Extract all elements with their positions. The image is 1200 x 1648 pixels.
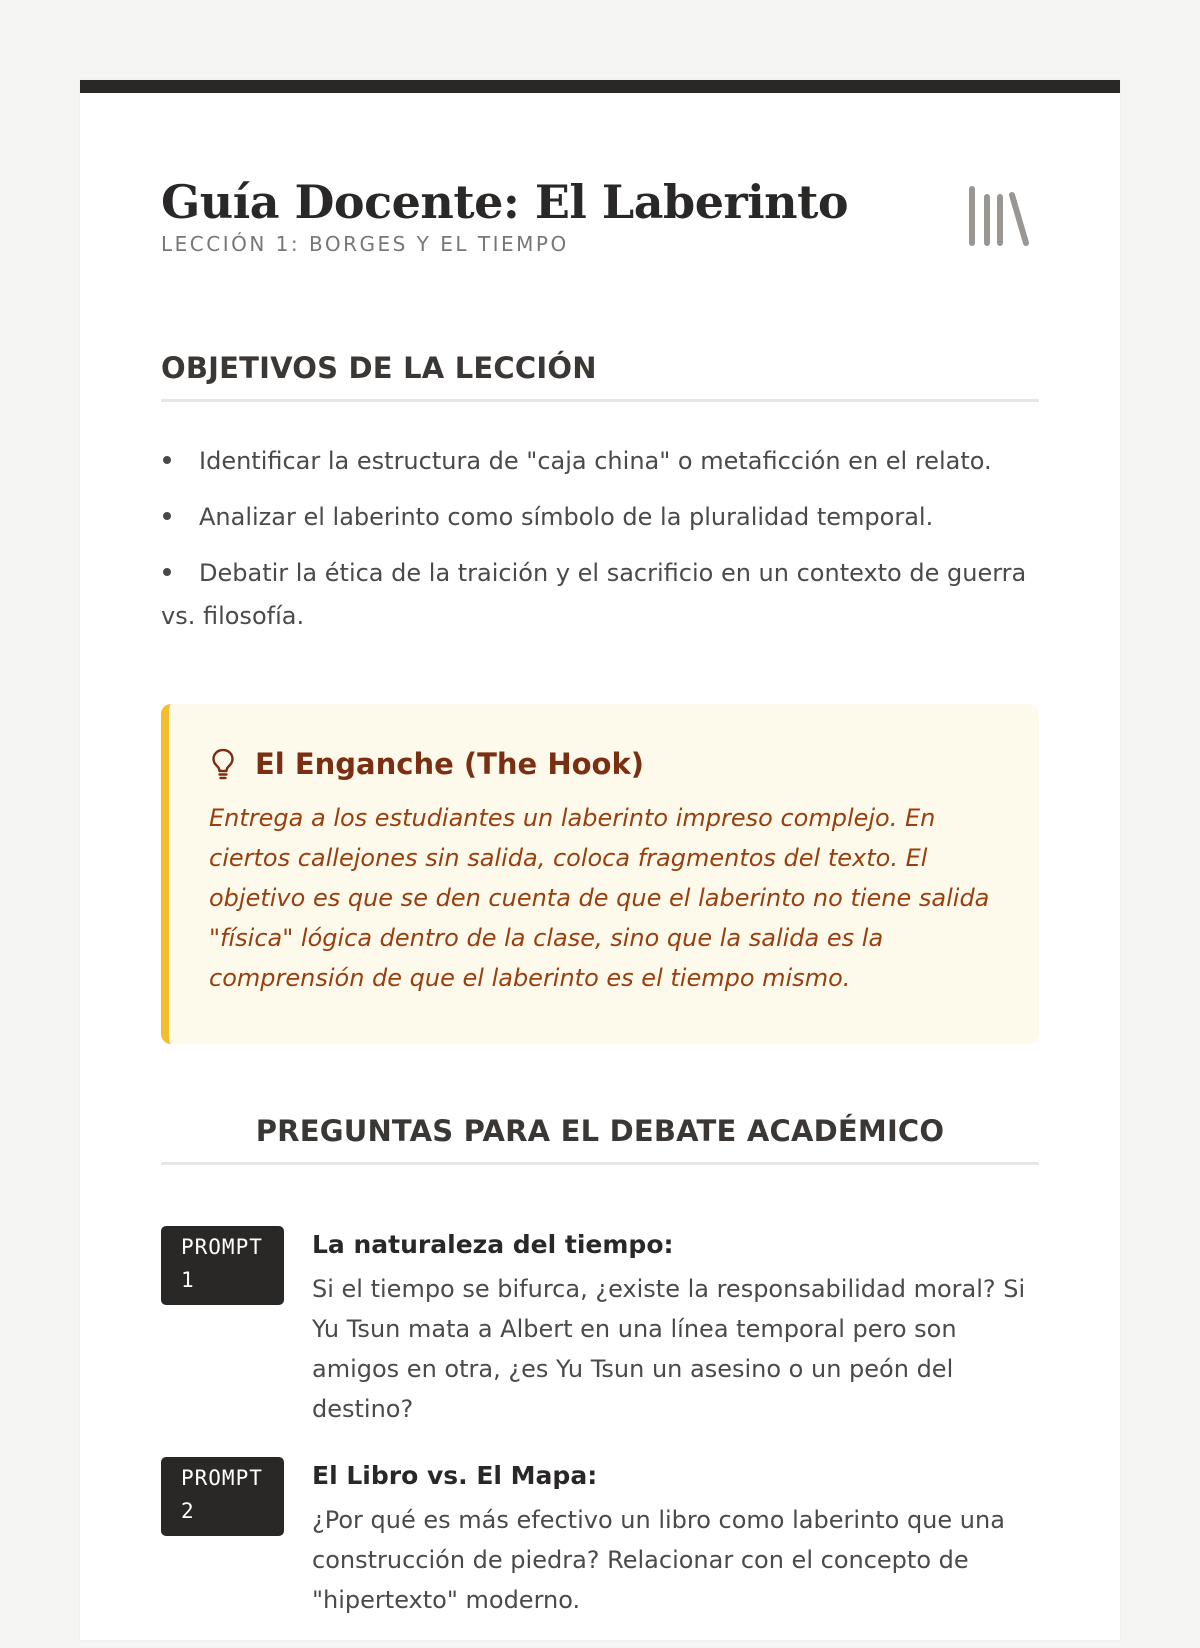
objective-text: Analizar el laberinto como símbolo de la pluralidad temporal. bbox=[199, 503, 934, 531]
bullet-icon bbox=[163, 568, 171, 576]
bullet-icon bbox=[163, 456, 171, 464]
prompt-body bbox=[312, 1226, 1039, 1429]
prompts-list bbox=[161, 1226, 1039, 1648]
debate-heading: PREGUNTAS PARA EL DEBATE ACADÉMICO bbox=[161, 1114, 1039, 1165]
prompt-text: ¿Por qué es más efectivo un libro como laberinto que una construcción de piedra? Relacionar con el concepto de "hipertexto" moderno. bbox=[312, 1506, 1005, 1614]
prompt-title: La naturaleza del tiempo: bbox=[312, 1230, 674, 1259]
prompt-item bbox=[161, 1457, 1039, 1620]
page-subtitle: LECCIÓN 1: BORGES Y EL TIEMPO bbox=[161, 232, 569, 256]
document-card bbox=[80, 80, 1120, 1640]
bullet-icon bbox=[163, 512, 171, 520]
objectives-heading: OBJETIVOS DE LA LECCIÓN bbox=[161, 351, 1039, 402]
prompt-item bbox=[161, 1226, 1039, 1429]
prompt-badge-label: PROMPT bbox=[181, 1466, 263, 1490]
hook-title: El Enganche (The Hook) bbox=[255, 747, 644, 781]
prompt-badge-label: PROMPT bbox=[181, 1235, 263, 1259]
objective-item bbox=[161, 496, 1039, 539]
objectives-list bbox=[161, 440, 1039, 651]
hook-title-row bbox=[209, 744, 999, 784]
objective-item bbox=[161, 552, 1039, 638]
prompt-badge bbox=[161, 1226, 284, 1305]
hook-text: Entrega a los estudiantes un laberinto impreso complejo. En ciertos callejones sin salida, coloca fragmentos del texto. El objetivo es que se den cuenta de que el laberinto no tiene salida "física" lógica dentro de la clase, sino que la salida es la comprensión de que el laberinto es el tiempo mismo. bbox=[209, 804, 990, 992]
hook-callout bbox=[161, 704, 1039, 1044]
prompt-badge-number: 1 bbox=[181, 1268, 195, 1292]
prompt-body bbox=[312, 1457, 1039, 1620]
document-header bbox=[161, 175, 1039, 275]
objective-item bbox=[161, 440, 1039, 483]
lightbulb-icon bbox=[209, 747, 237, 781]
prompt-text: Si el tiempo se bifurca, ¿existe la responsabilidad moral? Si Yu Tsun mata a Albert en una línea temporal pero son amigos en otra, ¿es Yu Tsun un asesino o un peón del destino? bbox=[312, 1275, 1026, 1423]
objective-text: Identificar la estructura de "caja china" o metaficción en el relato. bbox=[199, 447, 992, 475]
page-title: Guía Docente: El Laberinto bbox=[161, 175, 849, 229]
prompt-badge-number: 2 bbox=[181, 1499, 195, 1523]
prompt-badge bbox=[161, 1457, 284, 1536]
objective-text: Debatir la ética de la traición y el sacrificio en un contexto de guerra vs. filosofía. bbox=[161, 559, 1027, 630]
books-icon bbox=[967, 183, 1031, 249]
prompt-title: El Libro vs. El Mapa: bbox=[312, 1461, 598, 1490]
